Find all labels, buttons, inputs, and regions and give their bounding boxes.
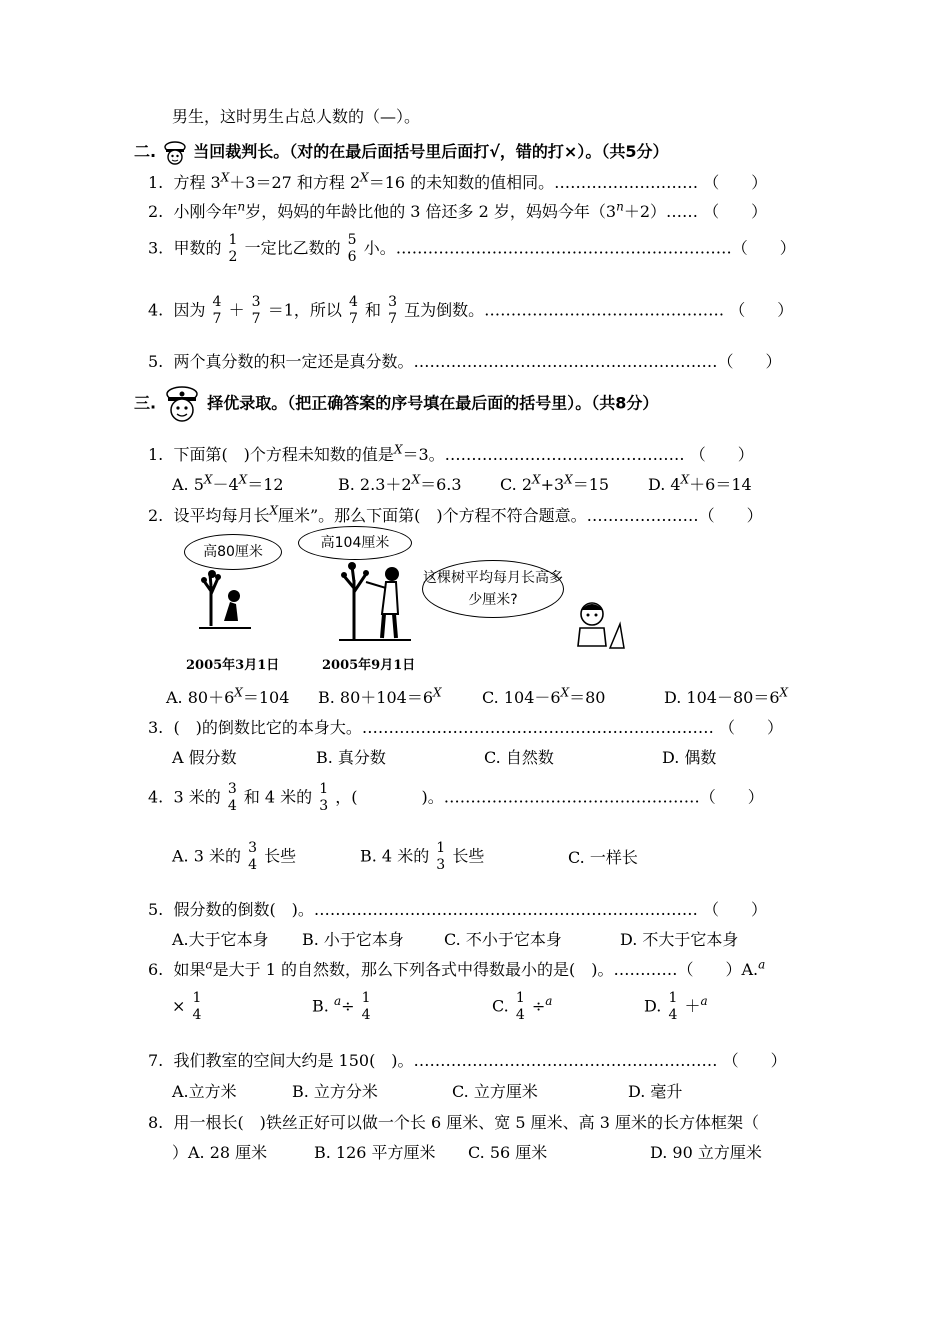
date-caption-1: 2005年3月1日	[186, 658, 280, 673]
speech-bubble-80: 高80厘米	[184, 534, 282, 570]
s3-q7-option-c: C. 立方厘米	[452, 1082, 538, 1101]
fraction-denominator: 7	[388, 310, 398, 327]
section2-heading	[134, 139, 668, 166]
text-segment: X	[411, 472, 421, 487]
text-segment: C. 104－6	[482, 688, 561, 707]
var-x: X	[360, 170, 369, 185]
s3-q7-option-b: B. 立方分米	[292, 1082, 378, 1101]
fraction-numerator: 3	[227, 781, 237, 797]
s3-q6-option-b	[312, 990, 373, 1024]
fraction-numerator: 1	[192, 990, 202, 1006]
fraction-denominator: 4	[515, 1006, 525, 1023]
q1-text-b: ＋3＝27 和方程 2	[229, 173, 361, 192]
speech-bubble-104: 高104厘米	[298, 526, 412, 560]
fraction-numerator: 1	[361, 990, 371, 1006]
q3-text-a: 甲数的	[173, 238, 222, 258]
q4-text-c: 互为倒数。……………………………………… （ ）	[404, 300, 794, 320]
plus-sign: ＋	[228, 300, 245, 320]
q5-text: 假分数的倒数( )。……………………………………………………………… （ ）	[173, 900, 768, 919]
s2-q1	[148, 170, 767, 193]
fraction-numerator: 1	[436, 840, 446, 856]
s3-q6-option-c	[492, 990, 552, 1024]
text-segment: D.	[644, 996, 662, 1016]
s3-q1-option-d	[648, 472, 752, 495]
s3-q4-option-c: C. 一样长	[568, 848, 638, 867]
speech-bubble-question: 这棵树平均每月长高多少厘米?	[422, 560, 564, 618]
s2-q3	[148, 232, 796, 266]
text-segment: B. 2.3＋2	[338, 475, 412, 494]
s3-q5-option-c: C. 不小于它本身	[444, 930, 562, 949]
s3-q2-option-b	[318, 685, 442, 708]
s3-q2	[148, 503, 763, 526]
fraction-denominator: 4	[227, 797, 237, 814]
s3-q3-option-c: C. 自然数	[484, 748, 554, 767]
s3-q5-option-a: A.大于它本身	[172, 930, 269, 949]
fraction-denominator: 4	[248, 856, 258, 873]
q1-text-a: 方程 3	[173, 173, 221, 192]
boy-measuring-tall-tree-illustration	[336, 560, 416, 645]
text-segment: A. 5	[172, 475, 204, 494]
q2-text-b: 厘米”。那么下面第( )个方程不符合题意。…………………（ ）	[278, 506, 763, 525]
text-segment: A. 80＋6	[166, 688, 235, 707]
q1-text-a: 下面第( )个方程未知数的值是	[173, 445, 394, 464]
q2-text-b: 岁，妈妈的年龄比他的 3 倍还多 2 岁，妈妈今年（3	[245, 202, 617, 221]
police-mascot-icon	[162, 140, 188, 166]
fraction	[361, 990, 372, 1024]
q-number: 4.	[148, 787, 164, 807]
text-segment: X	[433, 685, 442, 700]
s3-q3-option-a: A 假分数	[172, 748, 237, 767]
fraction	[347, 232, 358, 266]
s2-q2	[148, 199, 767, 222]
q6-text-b: 是大于 1 的自然数，那么下列各式中得数最小的是( )。…………（ ）A.	[212, 960, 759, 979]
fraction-numerator: 4	[212, 294, 222, 310]
text-segment: C.	[492, 996, 509, 1016]
q2-text-a: 小刚今年	[173, 202, 238, 221]
s3-q4-option-a	[172, 840, 296, 874]
s3-q1-option-a	[172, 472, 284, 495]
q2-text-c: ＋2）…… （ ）	[623, 202, 768, 221]
s3-q8-option-c: C. 56 厘米	[468, 1143, 548, 1162]
fraction	[247, 840, 258, 874]
fraction-numerator: 1	[668, 990, 678, 1006]
s3-q4-option-b	[360, 840, 484, 874]
text-segment: ÷	[341, 996, 355, 1016]
q3-text-b: 一定比乙数的	[244, 238, 341, 258]
q4-text-a: 因为	[173, 300, 206, 320]
text-segment: 长些	[264, 846, 297, 866]
fraction-denominator: 7	[212, 310, 222, 327]
boy-measuring-tree-illustration	[196, 566, 256, 636]
text-segment: X	[532, 472, 541, 487]
q4-text-b: ＝1，所以	[267, 300, 342, 320]
text-segment: D. 104－80＝6	[664, 688, 780, 707]
fraction	[667, 990, 678, 1024]
q-number: 1.	[148, 173, 164, 192]
q-number: 2.	[148, 202, 164, 221]
text-segment: C. 2	[500, 475, 533, 494]
fraction-numerator: 4	[348, 294, 358, 310]
text-segment: X	[779, 685, 789, 700]
fraction	[228, 232, 239, 266]
q5-text: 两个真分数的积一定还是真分数。…………………………………………………（ ）	[173, 352, 782, 371]
text-segment: ＝6.3	[420, 475, 462, 494]
section2-number: 二.	[134, 142, 157, 161]
fraction	[435, 840, 446, 874]
s3-q6-option-a	[172, 990, 203, 1024]
q-number: 6.	[148, 960, 164, 979]
fraction-denominator: 6	[347, 248, 357, 265]
text-segment: X	[564, 472, 573, 487]
fraction-denominator: 3	[436, 856, 446, 873]
q-number: 2.	[148, 506, 164, 525]
fraction-denominator: 4	[361, 1006, 371, 1023]
fraction-denominator: 2	[228, 248, 238, 265]
section3-title: 择优录取。（把正确答案的序号填在最后面的括号里）。（共8分）	[207, 393, 659, 413]
s3-q3-option-b: B. 真分数	[316, 748, 386, 767]
text-segment: +3	[540, 475, 565, 494]
police-mascot-icon	[162, 384, 202, 424]
q-number: 4.	[148, 300, 164, 320]
text-segment: ＝15	[572, 475, 610, 494]
var-a: a	[205, 957, 213, 972]
text-segment: ＋6＝14	[689, 475, 752, 494]
fraction-numerator: 3	[251, 294, 261, 310]
carryover-line: 男生，这时男生占总人数的（—）。	[172, 107, 421, 126]
fraction-numerator: 1	[319, 781, 329, 797]
text-segment: B. 4 米的	[360, 846, 430, 866]
q-number: 1.	[148, 445, 164, 464]
cartoon-kid-with-ruler-illustration	[572, 600, 628, 652]
var-x: X	[393, 442, 403, 457]
text-segment: B.	[312, 996, 329, 1016]
fraction	[515, 990, 526, 1024]
text-segment: D. 4	[648, 475, 681, 494]
text-segment: ＝104	[242, 688, 290, 707]
q1-text-c: ＝16 的未知数的值相同。……………………… （ ）	[368, 173, 768, 192]
q4-text-a: 3 米的	[173, 787, 221, 807]
q8-text: 用一根长( )铁丝正好可以做一个长 6 厘米、宽 5 厘米、高 3 厘米的长方体框架（	[173, 1113, 759, 1132]
and-text: 和	[364, 300, 381, 320]
fraction-denominator: 7	[348, 310, 358, 327]
fraction-numerator: 3	[248, 840, 258, 856]
text-segment: a	[545, 993, 553, 1008]
s3-q8-option-a: ）A. 28 厘米	[172, 1143, 268, 1162]
text-segment: X	[234, 685, 243, 700]
q7-text: 我们教室的空间大约是 150( )。………………………………………………… （ ）	[173, 1051, 787, 1070]
s2-q4	[148, 294, 793, 328]
fraction	[212, 294, 223, 328]
s2-q5	[148, 349, 781, 372]
fraction-denominator: 3	[319, 797, 329, 814]
date-caption-2: 2005年9月1日	[322, 658, 416, 673]
s3-q7-option-d: D. 毫升	[628, 1082, 683, 1101]
q-number: 3.	[148, 718, 164, 737]
q-number: 5.	[148, 900, 164, 919]
s3-q1	[148, 442, 754, 465]
section3-number: 三.	[134, 393, 157, 413]
text-segment: X	[680, 472, 690, 487]
section2-title: 当回裁判长。（对的在最后面括号里后面打√，错的打×）。（共5分）	[193, 142, 669, 161]
text-segment: B. 80＋104＝6	[318, 688, 434, 707]
text-segment: ×	[172, 996, 186, 1016]
text-segment: a	[333, 993, 342, 1008]
q-number: 8.	[148, 1113, 164, 1132]
q-number: 3.	[148, 238, 164, 258]
s3-q3-option-d: D. 偶数	[662, 748, 717, 767]
q-number: 7.	[148, 1051, 164, 1070]
fraction-numerator: 3	[388, 294, 398, 310]
q3-text-c: 小。………………………………………………………（ ）	[363, 238, 796, 258]
s3-q2-option-a	[166, 685, 289, 708]
q4-text-b: 和 4 米的	[243, 787, 313, 807]
text-segment: ＝80	[569, 688, 606, 707]
fraction	[348, 294, 359, 328]
s3-q6	[148, 957, 765, 980]
fraction	[227, 781, 238, 815]
s3-q7-option-a: A.立方米	[172, 1082, 237, 1101]
s3-q2-option-c	[482, 685, 606, 708]
fraction-numerator: 1	[228, 232, 238, 248]
var-x: X	[269, 503, 278, 518]
text-segment: X	[203, 472, 213, 487]
text-segment: a	[700, 993, 708, 1008]
q2-text-a: 设平均每月长	[173, 506, 270, 525]
s3-q1-option-c	[500, 472, 609, 495]
var-n: n	[237, 199, 246, 214]
s3-q6-option-d	[644, 990, 708, 1024]
s3-q5-option-b: B. 小于它本身	[302, 930, 404, 949]
var-a: a	[758, 957, 766, 972]
q4-text-c: ，( )。…………………………………………（ ）	[335, 787, 764, 807]
s3-q5-option-d: D. 不大于它本身	[620, 930, 739, 949]
text-segment: X	[238, 472, 248, 487]
fraction	[387, 294, 398, 328]
fraction-denominator: 7	[251, 310, 261, 327]
fraction	[251, 294, 262, 328]
text-segment: 长些	[452, 846, 485, 866]
fraction-numerator: 1	[515, 990, 525, 1006]
fraction	[318, 781, 329, 815]
text-segment: －4	[212, 475, 239, 494]
s3-q3	[148, 715, 783, 738]
s3-q8-option-d: D. 90 立方厘米	[650, 1143, 762, 1162]
s3-q8	[148, 1110, 759, 1133]
var-n: n	[616, 199, 624, 214]
s3-q2-option-d	[664, 685, 788, 708]
text-segment: X	[560, 685, 570, 700]
s3-q1-option-b	[338, 472, 462, 495]
s3-q5	[148, 897, 767, 920]
s3-q4	[148, 781, 764, 815]
s3-q7	[148, 1048, 787, 1071]
var-x: X	[220, 170, 230, 185]
section3-heading	[134, 384, 658, 424]
s3-q8-option-b: B. 126 平方厘米	[314, 1143, 436, 1162]
q1-text-b: ＝3。……………………………………… （ ）	[402, 445, 754, 464]
text-segment: A. 3 米的	[172, 846, 241, 866]
q3-text: ( )的倒数比它的本身大。………………………………………………………… （ ）	[173, 718, 784, 737]
text-segment: ÷	[531, 996, 546, 1016]
fraction	[192, 990, 203, 1024]
fraction-numerator: 5	[347, 232, 357, 248]
fraction-denominator: 4	[192, 1006, 202, 1023]
text-segment: ＋	[684, 996, 701, 1016]
fraction-denominator: 4	[668, 1006, 678, 1023]
q-number: 5.	[148, 352, 164, 371]
text-segment: ＝12	[247, 475, 284, 494]
q6-text-a: 如果	[173, 960, 206, 979]
